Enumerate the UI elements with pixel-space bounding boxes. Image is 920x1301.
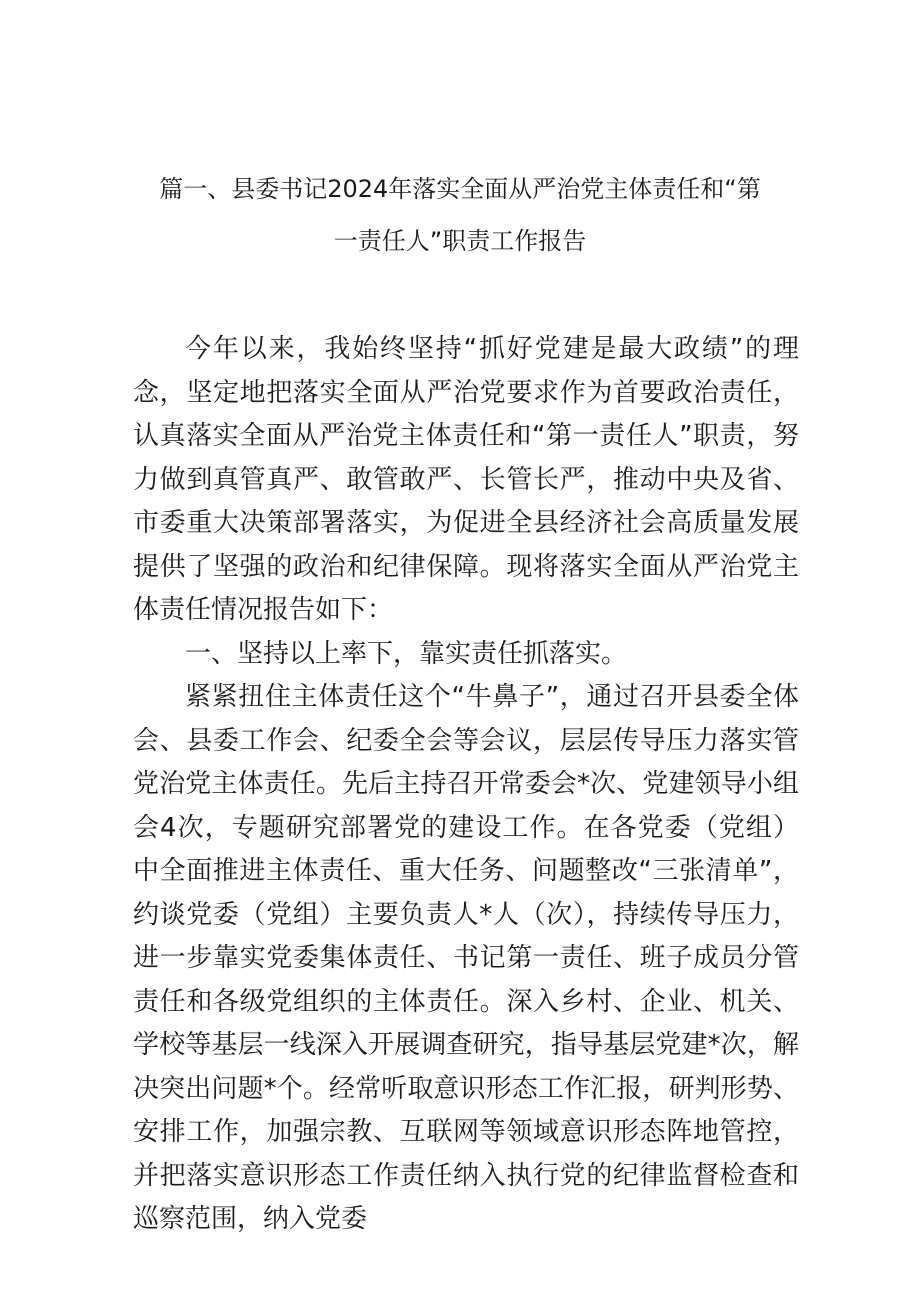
document-title: [130, 163, 790, 267]
title-line-1: 篇一、县委书记2024年落实全面从严治党主体责任和“第: [159, 175, 761, 203]
section-heading-1: 一、坚持以上率下，靠实责任抓落实。: [185, 638, 628, 669]
title-line-2: 一责任人”职责工作报告: [333, 227, 587, 255]
document-body: [133, 328, 799, 1242]
paragraph-intro: 今年以来，我始终坚持“抓好党建是最大政绩”的理念，坚定地把落实全面从严治党要求作为首要政治责任，认真落实全面从严治党主体责任和“第一责任人”职责，努力做到真管真严、敢管敢严、长管长严，推动中央及省、市委重大决策部署落实，为促进全县经济社会高质量发展提供了坚强的政治和纪律保障。现将落实全面从严治党主体责任情况报告如下：: [133, 334, 799, 625]
paragraph-section-1: 紧紧扭住主体责任这个“牛鼻子”，通过召开县委全体会、县委工作会、纪委全会等会议，层层传导压力落实管党治党主体责任。先后主持召开常委会*次、党建领导小组会4次，专题研究部署党的建设工作。在各党委（党组）中全面推进主体责任、重大任务、问题整改“三张清单”，约谈党委（党组）主要负责人*人（次），持续传导压力，进一步靠实党委集体责任、书记第一责任、班子成员分管责任和各级党组织的主体责任。深入乡村、企业、机关、学校等基层一线深入开展调查研究，指导基层党建*次，解决突出问题*个。经常听取意识形态工作汇报，研判形势、安排工作，加强宗教、互联网等领域意识形态阵地管控，并把落实意识形态工作责任纳入执行党的纪律监督检查和巡察范围，纳入党委: [133, 682, 799, 1234]
